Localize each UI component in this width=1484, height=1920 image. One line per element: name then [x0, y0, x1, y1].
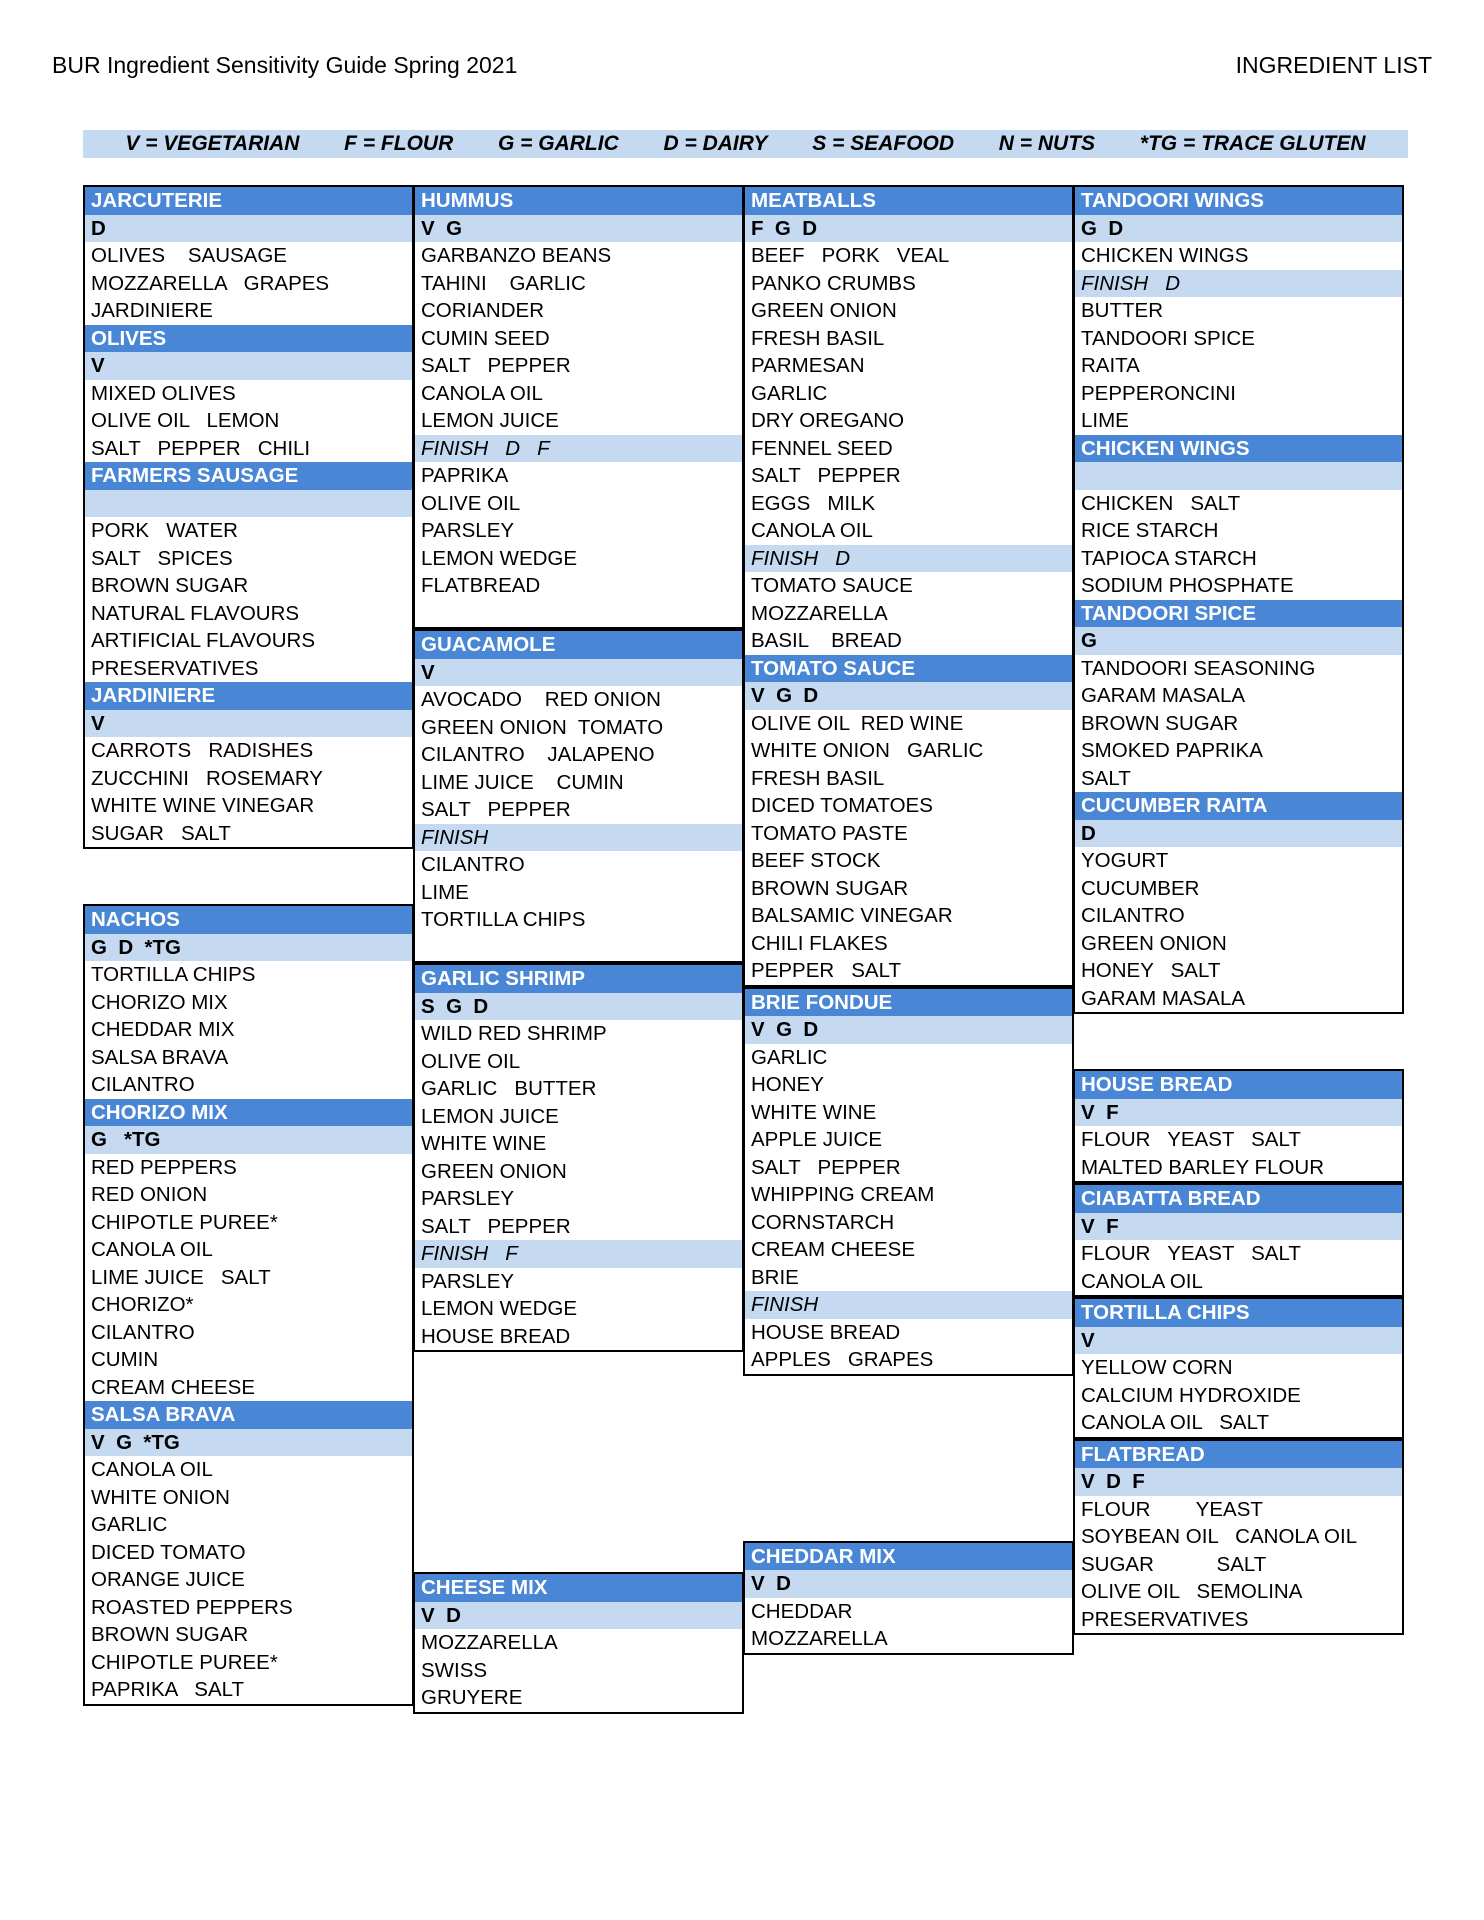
ingredient-item: BUTTER	[1081, 299, 1163, 322]
section-tags-farmers-sausage	[85, 490, 412, 518]
ingredient-item: LIME JUICE SALT	[91, 1265, 271, 1289]
ingredient-item: APPLES GRAPES	[751, 1348, 934, 1371]
ingredient-item: CILANTRO	[91, 1073, 195, 1096]
section-tags-tortilla-chips: V	[1075, 1327, 1402, 1355]
section-tags-flatbread: V D F	[1075, 1468, 1402, 1496]
ingredient-item: BRIE	[751, 1265, 799, 1289]
ingredient-item: CANOLA OIL SALT	[1081, 1411, 1269, 1434]
ingredient-item: FRESH BASIL	[751, 766, 885, 790]
ingredient-item: GARLIC	[751, 1045, 828, 1069]
ingredient-item: GARAM MASALA	[1081, 684, 1246, 707]
ingredient-item: PARMESAN	[751, 354, 865, 377]
ingredient-item: BEEF PORK VEAL	[751, 244, 950, 267]
column-4	[1073, 185, 1404, 1635]
ingredient-item: CHORIZO MIX	[91, 990, 228, 1014]
section-title-tandoori-spice: TANDOORI SPICE	[1075, 600, 1402, 628]
ingredient-item: OLIVE OIL LEMON	[91, 409, 280, 432]
ingredient-block	[413, 1572, 744, 1714]
ingredient-item: SOYBEAN OIL CANOLA OIL	[1081, 1525, 1358, 1548]
ingredient-item: SALT PEPPER	[421, 354, 571, 377]
legend-nuts: N = NUTS	[998, 132, 1096, 155]
ingredient-item: WHITE ONION GARLIC	[751, 739, 984, 762]
ingredient-item: CHILI FLAKES	[751, 931, 888, 955]
section-title-farmers-sausage: FARMERS SAUSAGE	[85, 462, 412, 490]
ingredient-item: CANOLA OIL	[421, 381, 543, 405]
ingredient-item: HOUSE BREAD	[421, 1324, 571, 1348]
ingredient-item: CHIPOTLE PUREE*	[91, 1650, 278, 1674]
legend-dairy: D = DAIRY	[663, 132, 768, 155]
ingredient-item: FLOUR YEAST SALT	[1081, 1242, 1301, 1265]
ingredient-item: SALT PEPPER	[421, 798, 571, 821]
ingredient-item: WHITE WINE	[751, 1100, 877, 1124]
ingredient-item: CUMIN SEED	[421, 326, 550, 350]
ingredient-item: PORK WATER	[91, 519, 238, 542]
ingredient-item: HOUSE BREAD	[751, 1320, 901, 1344]
ingredient-item: CALCIUM HYDROXIDE	[1081, 1383, 1301, 1407]
ingredient-item: BROWN SUGAR	[91, 1623, 249, 1646]
ingredient-item: CARROTS RADISHES	[91, 739, 314, 762]
ingredient-item: BEEF STOCK	[751, 849, 881, 872]
ingredient-item: GARLIC BUTTER	[421, 1077, 597, 1100]
ingredient-item: SMOKED PAPRIKA	[1081, 739, 1263, 762]
section-title-salsa-brava: SALSA BRAVA	[85, 1401, 412, 1429]
finish-row: FINISH F	[415, 1240, 742, 1268]
section-tags-cheese-mix: V D	[415, 1602, 742, 1630]
finish-row: FINISH	[415, 824, 742, 852]
section-title-cheese-mix: CHEESE MIX	[415, 1574, 742, 1602]
section-tags-cheddar-mix: V D	[745, 1570, 1072, 1598]
section-tags-garlic-shrimp: S G D	[415, 993, 742, 1021]
legend-flour: F = FLOUR	[344, 132, 454, 155]
ingredient-item: GARAM MASALA	[1081, 986, 1246, 1010]
section-title-cucumber-raita: CUCUMBER RAITA	[1075, 792, 1402, 820]
ingredient-item: OLIVES SAUSAGE	[91, 244, 287, 267]
ingredient-item: WHITE WINE VINEGAR	[91, 794, 315, 817]
ingredient-item: GREEN ONION	[421, 1159, 567, 1183]
column-2	[413, 185, 744, 1714]
section-tags-guacamole: V	[415, 659, 742, 687]
ingredient-item: HONEY SALT	[1081, 959, 1221, 982]
ingredient-item: PAPRIKA SALT	[91, 1678, 245, 1701]
ingredient-item: PARSLEY	[421, 519, 515, 542]
ingredient-item: ZUCCHINI ROSEMARY	[91, 766, 323, 790]
ingredient-block	[413, 963, 744, 1352]
ingredient-item: PRESERVATIVES	[1081, 1607, 1249, 1631]
ingredient-item: SALT PEPPER	[751, 464, 901, 487]
ingredient-item: CILANTRO	[1081, 904, 1185, 927]
column-3	[743, 185, 1074, 1655]
ingredient-item: FENNEL SEED	[751, 436, 893, 460]
ingredient-item: TOMATO SAUCE	[751, 574, 913, 597]
section-title-hummus: HUMMUS	[415, 187, 742, 215]
ingredient-item: MOZZARELLA GRAPES	[91, 271, 330, 295]
ingredient-block	[743, 1541, 1074, 1655]
ingredient-item: FLOUR YEAST SALT	[1081, 1128, 1301, 1151]
ingredient-item: TAHINI GARLIC	[421, 271, 586, 295]
section-tags-hummus: V G	[415, 215, 742, 243]
ingredient-item: MIXED OLIVES	[91, 381, 236, 405]
document-subtitle: INGREDIENT LIST	[1235, 52, 1432, 78]
ingredient-item: WHIPPING CREAM	[751, 1183, 935, 1206]
section-title-flatbread: FLATBREAD	[1075, 1441, 1402, 1469]
ingredient-item: SALT SPICES	[91, 546, 233, 570]
ingredient-item: OLIVE OIL SEMOLINA	[1081, 1580, 1303, 1603]
ingredient-item: ARTIFICIAL FLAVOURS	[91, 629, 316, 652]
ingredient-item: FRESH BASIL	[751, 326, 885, 350]
ingredient-item: CANOLA OIL	[751, 519, 873, 542]
ingredient-item: TANDOORI SEASONING	[1081, 656, 1316, 680]
ingredient-item: GARBANZO BEANS	[421, 244, 612, 267]
section-title-house-bread: HOUSE BREAD	[1075, 1071, 1402, 1099]
ingredient-item: PAPRIKA	[421, 464, 509, 487]
legend-bar	[83, 130, 1408, 158]
ingredient-block	[1073, 1439, 1404, 1636]
ingredient-item: ORANGE JUICE	[91, 1568, 245, 1591]
section-tags-house-bread: V F	[1075, 1099, 1402, 1127]
ingredient-item: EGGS MILK	[751, 491, 876, 515]
ingredient-item: TANDOORI SPICE	[1081, 326, 1255, 350]
ingredient-item: GRUYERE	[421, 1686, 523, 1709]
section-tags-meatballs: F G D	[745, 215, 1072, 243]
ingredient-item: MOZZARELLA	[751, 601, 888, 625]
ingredient-item: TAPIOCA STARCH	[1081, 546, 1257, 570]
ingredient-item: SUGAR SALT	[91, 821, 231, 845]
column-1	[83, 185, 414, 1706]
ingredient-item: GARLIC	[751, 381, 828, 405]
ingredient-item: RED ONION	[91, 1183, 208, 1206]
ingredient-item: WHITE ONION	[91, 1485, 230, 1509]
section-tags-chicken-wings	[1075, 462, 1402, 490]
ingredient-item: RED PEPPERS	[91, 1155, 237, 1179]
ingredient-item: CUMIN	[91, 1348, 159, 1371]
ingredient-item: MOZZARELLA	[421, 1631, 558, 1654]
ingredient-item: BASIL BREAD	[751, 629, 902, 652]
ingredient-item: CHICKEN SALT	[1081, 491, 1241, 515]
ingredient-item: GREEN ONION	[1081, 931, 1227, 955]
section-title-tortilla-chips: TORTILLA CHIPS	[1075, 1299, 1402, 1327]
ingredient-item: WILD RED SHRIMP	[421, 1022, 607, 1045]
ingredient-block	[413, 629, 744, 963]
section-tags-salsa-brava: V G *TG	[85, 1429, 412, 1457]
ingredient-item: RICE STARCH	[1081, 519, 1219, 542]
ingredient-item: CANOLA OIL	[91, 1458, 213, 1481]
ingredient-block	[743, 987, 1074, 1376]
ingredient-item: LIME	[421, 880, 469, 904]
ingredient-item: CANOLA OIL	[91, 1238, 213, 1261]
ingredient-item: CORIANDER	[421, 299, 545, 322]
ingredient-item: DICED TOMATOES	[751, 794, 933, 817]
ingredient-item: LIME JUICE CUMIN	[421, 770, 624, 794]
ingredient-block	[83, 185, 414, 849]
ingredient-item: CHEDDAR MIX	[91, 1018, 235, 1041]
finish-row: FINISH D	[1075, 270, 1402, 298]
ingredient-item: BROWN SUGAR	[751, 876, 909, 900]
ingredient-item: BROWN SUGAR	[1081, 711, 1239, 735]
ingredient-item: CILANTRO JALAPENO	[421, 743, 655, 766]
ingredient-item: SWISS	[421, 1658, 488, 1682]
section-tags-jarcuterie: D	[85, 215, 412, 243]
ingredient-item: PEPPERONCINI	[1081, 381, 1236, 405]
ingredient-item: APPLE JUICE	[751, 1128, 883, 1151]
section-tags-brie-fondue: V G D	[745, 1016, 1072, 1044]
ingredient-block	[83, 904, 414, 1706]
ingredient-item: YELLOW CORN	[1081, 1356, 1233, 1379]
section-title-jardiniere: JARDINIERE	[85, 682, 412, 710]
ingredient-block	[1073, 1183, 1404, 1297]
ingredient-block	[1073, 185, 1404, 1014]
ingredient-item: BALSAMIC VINEGAR	[751, 904, 953, 927]
section-tags-olives: V	[85, 352, 412, 380]
section-tags-tandoori-wings: G D	[1075, 215, 1402, 243]
ingredient-item: GREEN ONION	[751, 299, 897, 322]
ingredient-item: ROASTED PEPPERS	[91, 1595, 293, 1619]
legend-vegetarian: V = VEGETARIAN	[125, 132, 300, 155]
ingredient-block	[1073, 1297, 1404, 1439]
ingredient-item: TOMATO PASTE	[751, 821, 908, 845]
ingredient-item: CUCUMBER	[1081, 876, 1200, 900]
ingredient-item: WHITE WINE	[421, 1132, 547, 1155]
section-tags-chorizo-mix: G *TG	[85, 1126, 412, 1154]
ingredient-item: CHEDDAR	[751, 1599, 853, 1623]
finish-row: FINISH	[745, 1291, 1072, 1319]
ingredient-item: PEPPER SALT	[751, 959, 902, 982]
ingredient-item: SALT PEPPER CHILI	[91, 436, 311, 460]
ingredient-item: CILANTRO	[91, 1320, 195, 1344]
section-title-cheddar-mix: CHEDDAR MIX	[745, 1543, 1072, 1571]
ingredient-item: PRESERVATIVES	[91, 656, 259, 680]
ingredient-item: CREAM CHEESE	[751, 1238, 916, 1261]
ingredient-item: CHIPOTLE PUREE*	[91, 1210, 278, 1234]
section-title-tandoori-wings: TANDOORI WINGS	[1075, 187, 1402, 215]
section-title-chicken-wings: CHICKEN WINGS	[1075, 435, 1402, 463]
ingredient-item: SUGAR SALT	[1081, 1552, 1267, 1576]
ingredient-item: BROWN SUGAR	[91, 574, 249, 597]
document-title: BUR Ingredient Sensitivity Guide Spring 2021	[52, 52, 518, 78]
ingredient-item: OLIVE OIL	[421, 1049, 521, 1073]
section-title-nachos: NACHOS	[85, 906, 412, 934]
section-tags-nachos: G D *TG	[85, 934, 412, 962]
legend-seafood: S = SEAFOOD	[812, 132, 955, 155]
ingredient-item: MALTED BARLEY FLOUR	[1081, 1155, 1325, 1179]
section-tags-ciabatta-bread: V F	[1075, 1213, 1402, 1241]
ingredient-item: CHICKEN WINGS	[1081, 244, 1249, 267]
ingredient-item: DRY OREGANO	[751, 409, 905, 432]
ingredient-item: NATURAL FLAVOURS	[91, 601, 300, 625]
ingredient-item: PARSLEY	[421, 1269, 515, 1293]
ingredient-item: LEMON JUICE	[421, 409, 559, 432]
ingredient-item: LEMON JUICE	[421, 1104, 559, 1128]
ingredient-item: OLIVE OIL RED WINE	[751, 711, 964, 735]
ingredient-item: HONEY	[751, 1073, 824, 1096]
ingredient-item: YOGURT	[1081, 849, 1169, 872]
ingredient-item: TORTILLA CHIPS	[91, 963, 256, 986]
ingredient-block	[1073, 1069, 1404, 1183]
section-title-chorizo-mix: CHORIZO MIX	[85, 1099, 412, 1127]
section-tags-tomato-sauce: V G D	[745, 682, 1072, 710]
ingredient-item: AVOCADO RED ONION	[421, 688, 661, 711]
ingredient-item: CHORIZO*	[91, 1293, 194, 1316]
section-title-guacamole: GUACAMOLE	[415, 631, 742, 659]
ingredient-item: PARSLEY	[421, 1187, 515, 1210]
section-title-tomato-sauce: TOMATO SAUCE	[745, 655, 1072, 683]
ingredient-block	[413, 185, 744, 629]
section-title-garlic-shrimp: GARLIC SHRIMP	[415, 965, 742, 993]
blank-row	[415, 934, 742, 962]
ingredient-item: FLATBREAD	[421, 574, 541, 597]
ingredient-item: CANOLA OIL	[1081, 1269, 1203, 1293]
legend-garlic: G = GARLIC	[497, 132, 619, 155]
section-tags-cucumber-raita: D	[1075, 820, 1402, 848]
ingredient-item: LEMON WEDGE	[421, 546, 578, 570]
finish-row: FINISH D	[745, 545, 1072, 573]
section-title-meatballs: MEATBALLS	[745, 187, 1072, 215]
ingredient-item: TORTILLA CHIPS	[421, 908, 586, 931]
ingredient-item: CORNSTARCH	[751, 1210, 895, 1234]
ingredient-item: SALT PEPPER	[751, 1155, 901, 1179]
ingredient-item: SODIUM PHOSPHATE	[1081, 574, 1294, 597]
section-tags-jardiniere: V	[85, 710, 412, 738]
ingredient-item: LIME	[1081, 409, 1129, 432]
section-tags-tandoori-spice: G	[1075, 627, 1402, 655]
ingredient-block	[743, 185, 1074, 987]
ingredient-item: OLIVE OIL	[421, 491, 521, 515]
ingredient-item: PANKO CRUMBS	[751, 271, 916, 295]
blank-row	[415, 600, 742, 628]
ingredient-item: CREAM CHEESE	[91, 1375, 256, 1399]
ingredient-item: SALSA BRAVA	[91, 1045, 229, 1069]
section-title-brie-fondue: BRIE FONDUE	[745, 989, 1072, 1017]
ingredient-item: SALT	[1081, 766, 1131, 790]
ingredient-item: MOZZARELLA	[751, 1627, 888, 1650]
ingredient-item: CILANTRO	[421, 853, 525, 876]
ingredient-item: JARDINIERE	[91, 299, 213, 322]
ingredient-item: LEMON WEDGE	[421, 1297, 578, 1320]
legend-trace-gluten: *TG = TRACE GLUTEN	[1139, 132, 1366, 155]
ingredient-item: DICED TOMATO	[91, 1540, 246, 1564]
section-title-ciabatta-bread: CIABATTA BREAD	[1075, 1185, 1402, 1213]
ingredient-item: RAITA	[1081, 354, 1140, 377]
finish-row: FINISH D F	[415, 435, 742, 463]
ingredient-item: GREEN ONION TOMATO	[421, 715, 664, 739]
ingredient-item: GARLIC	[91, 1513, 168, 1536]
section-title-olives: OLIVES	[85, 325, 412, 353]
ingredient-item: SALT PEPPER	[421, 1214, 571, 1238]
section-title-jarcuterie: JARCUTERIE	[85, 187, 412, 215]
ingredient-item: FLOUR YEAST	[1081, 1497, 1263, 1521]
